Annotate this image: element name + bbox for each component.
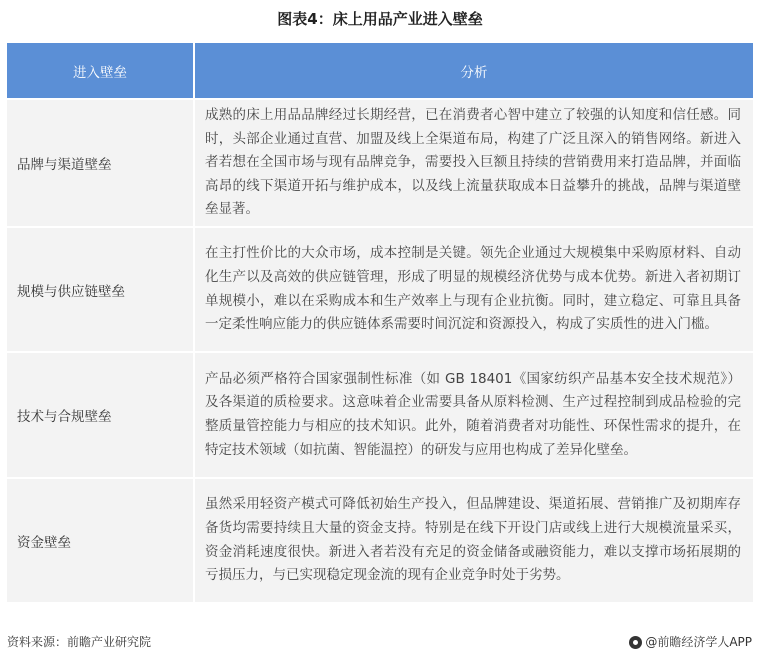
barrier-table	[7, 43, 753, 602]
source-note: 资料来源：前瞻产业研究院	[7, 635, 152, 649]
barrier-label: 技术与合规壁垒	[7, 352, 194, 478]
barrier-label: 资金壁垒	[7, 478, 194, 602]
barrier-analysis: 虽然采用轻资产模式可降低初始生产投入，但品牌建设、渠道拓展、营销推广及初期库存备货均需要持续且大量的资金支持。特别是在线下开设门店或线上进行大规模流量采买，资金消耗速度很快。新进入者若没有充足的资金储备或融资能力，难以支撑市场拓展期的亏损压力，与已实现稳定现金流的现有企业竞争时处于劣势。	[194, 478, 753, 602]
weibo-icon	[629, 636, 642, 649]
header-barrier: 进入壁垒	[7, 43, 194, 99]
table-row	[7, 352, 753, 478]
barrier-analysis: 在主打性价比的大众市场，成本控制是关键。领先企业通过大规模集中采购原材料、自动化生产以及高效的供应链管理，形成了明显的规模经济优势与成本优势。新进入者初期订单规模小，难以在采购成本和生产效率上与现有企业抗衡。同时，建立稳定、可靠且具备一定柔性响应能力的供应链体系需要时间沉淀和资源投入，构成了实质性的进入门槛。	[194, 227, 753, 352]
barrier-label: 品牌与渠道壁垒	[7, 99, 194, 227]
brand-label: @前瞻经济学人APP	[645, 635, 752, 649]
table-row	[7, 478, 753, 602]
figure-title: 图表4：床上用品产业进入壁垒	[277, 10, 483, 28]
table-header-row	[7, 43, 753, 99]
table-row	[7, 227, 753, 352]
barrier-analysis: 成熟的床上用品品牌经过长期经营，已在消费者心智中建立了较强的认知度和信任感。同时，头部企业通过直营、加盟及线上全渠道布局，构建了广泛且深入的销售网络。新进入者若想在全国市场与现有品牌竞争，需要投入巨额且持续的营销费用来打造品牌，并面临高昂的线下渠道开拓与维护成本，以及线上流量获取成本日益攀升的挑战，品牌与渠道壁垒显著。	[194, 99, 753, 227]
barrier-analysis: 产品必须严格符合国家强制性标准（如 GB 18401《国家纺织产品基本安全技术规范》）及各渠道的质检要求。这意味着企业需要具备从原料检测、生产过程控制到成品检验的完整质量管控能力与相应的技术知识。此外，随着消费者对功能性、环保性需求的提升，在特定技术领域（如抗菌、智能温控）的研发与应用也构成了差异化壁垒。	[194, 352, 753, 478]
barrier-label: 规模与供应链壁垒	[7, 227, 194, 352]
table-row	[7, 99, 753, 227]
brand-credit	[629, 634, 752, 650]
header-analysis: 分析	[194, 43, 753, 99]
